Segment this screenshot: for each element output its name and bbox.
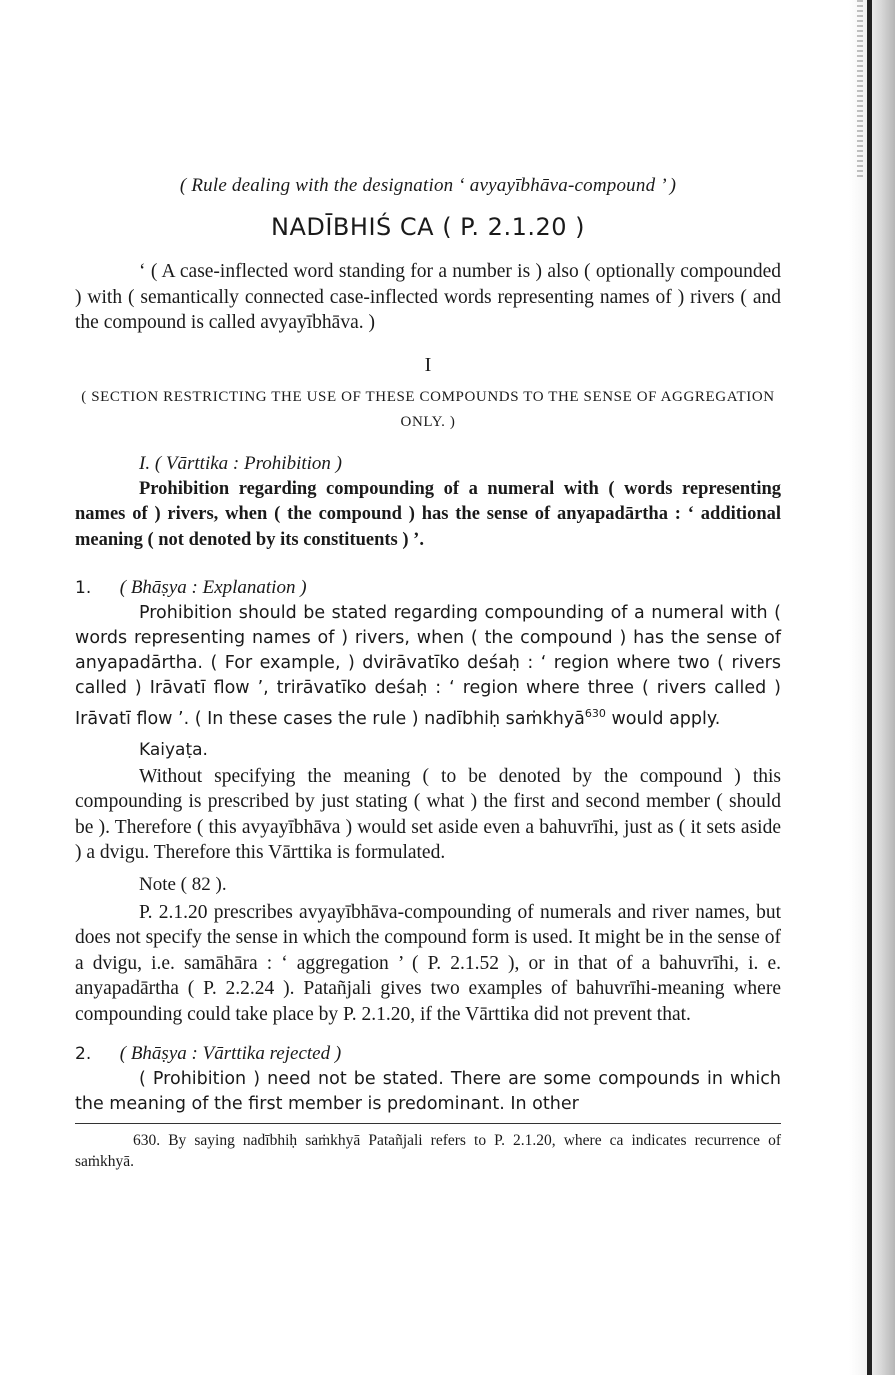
- section-2-title: ( Bhāṣya : Vārttika rejected ): [119, 1043, 342, 1065]
- rule-heading: ( Rule dealing with the designation ‘ avyayībhāva-compound ’ ): [179, 175, 677, 196]
- section-1-text: [75, 601, 781, 732]
- note-text: P. 2.1.20 prescribes avyayībhāva-compounding of numerals and river names, but does not specify the sense in which the compound form is used. It might be in the sense of a dvigu, i.e. samāhāra : ‘ aggregation ’ ( P. 2.1.52 ), or in that of a bahuvrīhi, i. e. anyapadārtha ( P. 2.2.24 ). Patañjali gives two examples of bahuvrīhi-meaning where compounding could take place by P. 2.1.20, if the Vārttika did not prevent that.: [75, 901, 781, 1025]
- section-1-heading: [75, 575, 781, 601]
- section-roman-numeral: I: [424, 353, 432, 376]
- footnote-630: 630. By saying nadībhiḥ saṁkhyā Patañjali refers to P. 2.1.20, where ca indicates recurrence of saṁkhyā.: [75, 1132, 781, 1171]
- section-note: ( SECTION RESTRICTING THE USE OF THESE COMPOUNDS TO THE SENSE OF AGGREGATION ONLY. ): [81, 388, 775, 430]
- varttika-heading: I. ( Vārttika : Prohibition ): [139, 452, 342, 474]
- sutra-translation: ‘ ( A case-inflected word standing for a number is ) also ( optionally compounded ) with ( semantically connected case-inflected words representing names of ) rivers ( and the compound is called avyayībhāva. ): [75, 261, 781, 333]
- kaiyata-text: Without specifying the meaning ( to be denoted by the compound ) this compounding is prescribed by just stating ( what ) the first and second member ( should be ). Therefore ( this avyayībhāva ) would set aside even a bahuvrīhi, just as ( it sets aside ) a dvigu. Therefore this Vārttika is formulated.: [75, 765, 781, 864]
- footnote-ref-630: 630: [584, 707, 606, 720]
- section-1-title: ( Bhāṣya : Explanation ): [119, 577, 307, 598]
- section-2-text: ( Prohibition ) need not be stated. There are some compounds in which the meaning of the first member is predominant. In other: [75, 1069, 781, 1115]
- section-1-number: 1.: [75, 578, 92, 598]
- section-2-number: 2.: [75, 1044, 92, 1065]
- footnote-divider: [75, 1123, 781, 1124]
- spacer: [75, 1027, 781, 1041]
- scanned-page-edge: [849, 0, 895, 1375]
- note-heading: Note ( 82 ).: [139, 873, 227, 895]
- section-2-heading: [75, 1041, 781, 1067]
- varttika-text: Prohibition regarding compounding of a numeral with ( words representing names of ) rivers, when ( the compound ) has the sense of anyapadārtha : ‘ additional meaning ( not denoted by its constituents ) ’.: [75, 478, 781, 550]
- kaiyata-heading: Kaiyaṭa.: [139, 739, 208, 760]
- section-1-body: Prohibition should be stated regarding compounding of a numeral with ( words representing names of ) rivers, when ( the compound ) has the sense of anyapadārtha. ( For example, ) dvirāvatīko deśaḥ : ‘ region where two ( rivers called ) Irāvatī flow ’, trirāvatīko deśaḥ : ‘ region where three ( rivers called ) Irāvatī flow ’. ( In these cases the rule ) nadībhiḥ saṁkhyā: [75, 603, 781, 729]
- page-content: [75, 175, 781, 1172]
- section-1-tail: would apply.: [605, 708, 721, 729]
- sutra-title: NADĪBHIŚ CA ( P. 2.1.20 ): [271, 213, 585, 241]
